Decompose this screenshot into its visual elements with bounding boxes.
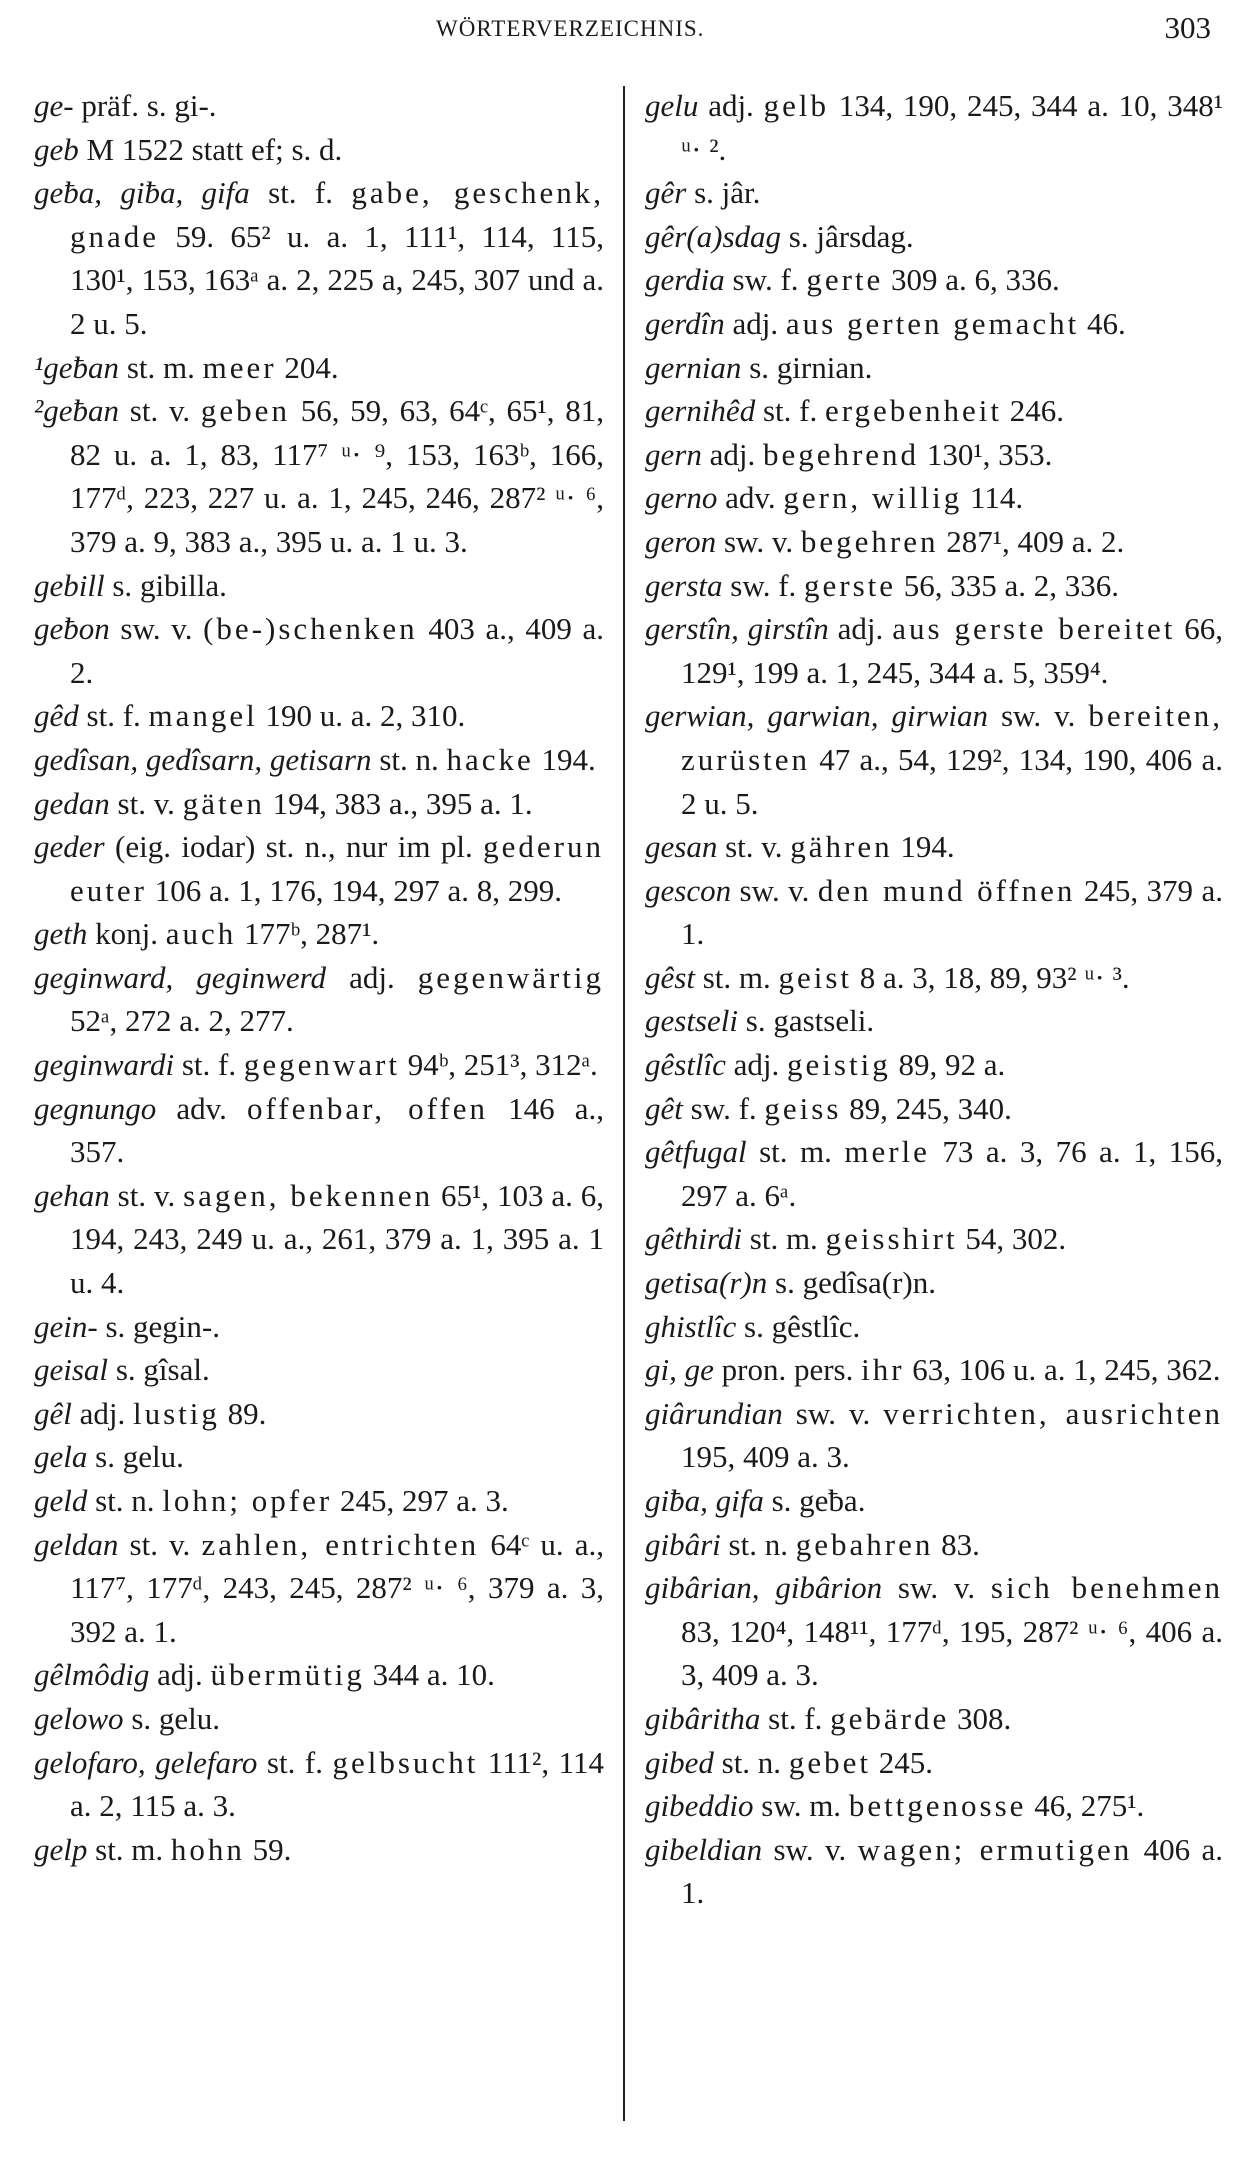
- references: gastseli.: [773, 1003, 875, 1039]
- grammar-label: sw. v.: [1000, 698, 1076, 734]
- headword: gerwian, garwian, girwian: [645, 698, 988, 734]
- headword: gêd: [34, 698, 79, 734]
- headword: geth: [34, 916, 88, 952]
- grammar-label: st. f.: [266, 1744, 323, 1780]
- dictionary-entry: [34, 694, 604, 738]
- dictionary-entry: [34, 1828, 604, 1872]
- references: 245, 379 a. 1.: [681, 872, 1224, 952]
- references: 94ᵇ, 251³, 312ᵃ.: [407, 1047, 598, 1083]
- grammar-label: sw. v.: [897, 1570, 976, 1606]
- dictionary-entry: [645, 84, 1223, 171]
- definition: gäten: [182, 785, 265, 821]
- definition: gebärde: [830, 1700, 950, 1736]
- grammar-label: s.: [745, 1003, 766, 1039]
- grammar-label: sw. f.: [732, 262, 799, 298]
- grammar-label: s.: [115, 1352, 136, 1388]
- grammar-label: st. m.: [749, 1221, 818, 1257]
- dictionary-entry: [645, 694, 1223, 825]
- headword: gern: [645, 436, 702, 472]
- grammar-label: sw. v.: [773, 1831, 847, 1867]
- dictionary-entry: [645, 433, 1223, 477]
- references: 245.: [878, 1744, 933, 1780]
- headword: gibed: [645, 1744, 714, 1780]
- headword: gerdîn: [645, 305, 725, 341]
- dictionary-entry: [645, 1741, 1223, 1785]
- dictionary-entry: [34, 1174, 604, 1305]
- grammar-label: sw. v.: [120, 611, 193, 647]
- references: 89, 245, 340.: [849, 1090, 1012, 1126]
- definition: den mund öffnen: [817, 872, 1076, 908]
- headword: gi, ge: [645, 1352, 714, 1388]
- definition: bereiten, zurüsten: [681, 698, 1223, 777]
- grammar-label: st. v.: [129, 393, 191, 429]
- headword: ghistlîc: [645, 1308, 737, 1344]
- references: 56, 59, 63, 64ᶜ, 65¹, 81, 82 u. a. 1, 83, 117⁷ ᵘ· ⁹, 153, 163ᵇ, 166, 177ᵈ, 223, 227 u. a. 1, 245, 246, 287² ᵘ· ⁶, 379 a. 9, 383 a., 395 u. a. 1 u. 3.: [70, 393, 605, 559]
- headword: ¹geƀan: [34, 349, 120, 385]
- references: 47 a., 54, 129², 134, 190, 406 a. 2 u. 5.: [681, 741, 1224, 821]
- dictionary-entry: [645, 1217, 1223, 1261]
- grammar-label: st. n.: [721, 1744, 782, 1780]
- headword: gibâri: [645, 1526, 721, 1562]
- dictionary-entry: [645, 1523, 1223, 1567]
- dictionary-entry: [645, 346, 1223, 390]
- dictionary-entry: [645, 1087, 1223, 1131]
- dictionary-entry: [34, 564, 604, 608]
- definition: gelbsucht: [332, 1744, 479, 1780]
- headword: geder: [34, 829, 105, 865]
- headword: gersta: [645, 567, 723, 603]
- references: 204.: [284, 349, 339, 385]
- dictionary-entry: [645, 258, 1223, 302]
- headword: gernian: [645, 349, 742, 385]
- definition: gegenwärtig: [417, 959, 605, 995]
- references: 344 a. 10.: [372, 1657, 495, 1693]
- headword: gedîsan, gedîsarn, getisarn: [34, 741, 372, 777]
- definition: aus gerten gemacht: [785, 305, 1080, 341]
- headword: gehan: [34, 1177, 110, 1213]
- grammar-label: (eig. iodar) st. n., nur im pl.: [115, 829, 473, 865]
- grammar-label: präf. s.: [81, 88, 167, 123]
- references: 190 u. a. 2, 310.: [265, 698, 466, 734]
- definition: gähren: [790, 829, 893, 865]
- references: 63, 106 u. a. 1, 245, 362.: [912, 1352, 1221, 1388]
- grammar-label: st. v.: [725, 829, 783, 865]
- grammar-label: s.: [95, 1439, 115, 1475]
- headword: gêst: [645, 959, 695, 995]
- dictionary-entry: [645, 1479, 1223, 1523]
- headword: gêthirdi: [645, 1221, 743, 1257]
- headword: gescon: [645, 872, 732, 908]
- dictionary-entry: [34, 956, 604, 1043]
- definition: gerte: [806, 262, 884, 298]
- grammar-label: sw. m.: [761, 1788, 842, 1824]
- grammar-label: s.: [775, 1265, 795, 1301]
- grammar-label: s.: [694, 175, 714, 211]
- grammar-label: sw. v.: [795, 1395, 871, 1431]
- references: 111², 114 a. 2, 115 a. 3.: [70, 1744, 604, 1824]
- dictionary-entry: [645, 1784, 1223, 1828]
- dictionary-entry: [645, 171, 1223, 215]
- headword: giârundian: [645, 1395, 783, 1431]
- headword: gibâritha: [645, 1700, 761, 1736]
- references: 114.: [970, 480, 1024, 516]
- grammar-label: st. n.: [379, 741, 439, 777]
- dictionary-entry: [645, 1348, 1223, 1392]
- references: 403 a., 409 a. 2.: [70, 611, 604, 690]
- references: 59.: [252, 1831, 292, 1867]
- left-column: [34, 84, 604, 1871]
- references: 89, 92 a.: [898, 1047, 1006, 1083]
- definition: wagen; ermutigen: [857, 1831, 1133, 1867]
- grammar-label: adj.: [709, 436, 756, 472]
- references: 65¹, 103 a. 6, 194, 243, 249 u. a., 261, 379 a. 1, 395 a. 1 u. 4.: [70, 1177, 604, 1301]
- grammar-label: s.: [112, 567, 133, 603]
- definition: gebahren: [795, 1526, 934, 1562]
- dictionary-entry: [34, 1523, 604, 1654]
- grammar-label: adj.: [733, 1047, 780, 1083]
- dictionary-entry: [645, 869, 1223, 956]
- headword: gêl: [34, 1395, 72, 1431]
- references: 194.: [900, 829, 955, 865]
- grammar-label: st. v.: [117, 785, 175, 821]
- headword: giƀa, gifa: [645, 1483, 764, 1518]
- references: 194, 383 a., 395 a. 1.: [272, 785, 533, 821]
- definition: gegenwart: [243, 1047, 400, 1083]
- references: 59. 65² u. a. 1, 111¹, 114, 115, 130¹, 153, 163ᵃ a. 2, 225 a, 245, 307 und a. 2 u. 5.: [70, 218, 604, 341]
- headword: gêr(a)sdag: [645, 218, 782, 254]
- definition: gerste: [804, 567, 897, 603]
- definition: aus gerste bereitet: [892, 611, 1176, 647]
- definition: ihr: [861, 1352, 905, 1388]
- definition: gelb: [763, 88, 829, 123]
- grammar-label: st. m.: [126, 349, 195, 385]
- references: jârsdag.: [816, 218, 914, 254]
- definition: bettgenosse: [848, 1788, 1027, 1824]
- page-number: 303: [1164, 10, 1211, 45]
- grammar-label: adj.: [349, 959, 395, 995]
- dictionary-entry: [34, 1043, 604, 1087]
- references: 245, 297 a. 3.: [339, 1483, 509, 1518]
- references: 52ᵃ, 272 a. 2, 277.: [70, 1003, 294, 1039]
- dictionary-entry: [34, 389, 604, 563]
- grammar-label: adj.: [157, 1657, 203, 1693]
- references: 83.: [941, 1526, 980, 1562]
- definition: geiss: [764, 1090, 842, 1126]
- headword: geginwardi: [34, 1047, 175, 1083]
- headword: gestseli: [645, 1003, 738, 1039]
- definition: begehrend: [762, 436, 920, 472]
- headword: gêtfugal: [645, 1134, 747, 1170]
- headword: gelofaro, gelefaro: [34, 1744, 258, 1780]
- headword: gêstlîc: [645, 1047, 726, 1083]
- dictionary-entry: [645, 825, 1223, 869]
- grammar-label: s.: [105, 1308, 126, 1344]
- references: 8 a. 3, 18, 89, 93² ᵘ· ³.: [859, 959, 1130, 995]
- grammar-label: st. f.: [86, 698, 141, 734]
- references: 246.: [1009, 393, 1064, 429]
- grammar-label: s.: [749, 349, 770, 385]
- grammar-label: sw. f.: [690, 1090, 757, 1126]
- grammar-label: st. n.: [95, 1483, 155, 1518]
- dictionary-entry: [645, 956, 1223, 1000]
- definition: begehren: [800, 523, 939, 559]
- headword: geb: [34, 131, 79, 167]
- grammar-label: konj.: [95, 916, 158, 952]
- definition: sagen, bekennen: [183, 1177, 434, 1213]
- dictionary-entry: [34, 1435, 604, 1479]
- running-head: WÖRTERVERZEICHNIS.: [436, 16, 705, 41]
- references: 309 a. 6, 336.: [891, 262, 1060, 298]
- dictionary-entry: [645, 1261, 1223, 1305]
- definition: mangel: [148, 698, 258, 734]
- dictionary-entry: [645, 302, 1223, 346]
- dictionary-entry: [34, 1087, 604, 1174]
- dictionary-entry: [645, 476, 1223, 520]
- definition: gern, willig: [783, 480, 963, 516]
- dictionary-entry: [34, 912, 604, 956]
- references: gi-.: [174, 88, 217, 123]
- headword: geron: [645, 523, 717, 559]
- definition: meer: [202, 349, 277, 385]
- definition: offenbar, offen: [247, 1090, 488, 1126]
- references: ef; s. d.: [251, 131, 343, 167]
- references: gîsal.: [143, 1352, 210, 1388]
- grammar-label: st. f.: [768, 1700, 823, 1736]
- dictionary-entry: [34, 825, 604, 912]
- headword: gêlmôdig: [34, 1657, 150, 1693]
- references: 56, 335 a. 2, 336.: [903, 567, 1120, 603]
- references: gibilla.: [139, 567, 227, 603]
- references: 106 a. 1, 176, 194, 297 a. 8, 299.: [154, 872, 562, 908]
- dictionary-entry: [645, 1697, 1223, 1741]
- references: 146 a., 357.: [70, 1090, 605, 1170]
- references: 287¹, 409 a. 2.: [946, 523, 1125, 559]
- headword: gibârian, gibârion: [645, 1570, 883, 1606]
- headword: geldan: [34, 1526, 119, 1562]
- grammar-label: adv.: [176, 1090, 227, 1126]
- page-header: [0, 8, 1247, 48]
- definition: hohn: [170, 1831, 245, 1867]
- dictionary-entry: [645, 607, 1223, 694]
- definition: verrichten, ausrichten: [883, 1395, 1224, 1431]
- dictionary-entry: [34, 171, 604, 345]
- references: gelu.: [122, 1439, 184, 1475]
- headword: gêr: [645, 175, 687, 211]
- dictionary-entry: [645, 1130, 1223, 1217]
- references: 73 a. 3, 76 a. 1, 156, 297 a. 6ᵃ.: [681, 1134, 1224, 1213]
- headword: gesan: [645, 829, 718, 865]
- headword: gêt: [645, 1090, 683, 1126]
- grammar-label: st. m.: [95, 1831, 164, 1867]
- grammar-label: s.: [131, 1700, 152, 1736]
- references: 130¹, 353.: [926, 436, 1053, 472]
- headword: gela: [34, 1439, 88, 1475]
- references: 66, 129¹, 199 a. 1, 245, 344 a. 5, 359⁴.: [681, 611, 1224, 690]
- references: 194.: [541, 741, 596, 777]
- references: girnian.: [776, 349, 873, 385]
- references: gêstlîc.: [771, 1308, 861, 1344]
- references: 54, 302.: [965, 1221, 1067, 1257]
- dictionary-entry: [645, 1828, 1223, 1915]
- dictionary-entry: [645, 389, 1223, 433]
- definition: gabe, geschenk, gnade: [70, 175, 605, 254]
- grammar-label: st. m.: [759, 1134, 832, 1170]
- grammar-label: st. f.: [268, 175, 333, 211]
- definition: gederun euter: [70, 829, 604, 908]
- headword: gegnungo: [34, 1090, 157, 1126]
- grammar-label: s.: [788, 218, 809, 254]
- headword: gelu: [645, 88, 699, 123]
- dictionary-entry: [645, 564, 1223, 608]
- headword: geisal: [34, 1352, 109, 1388]
- references: gegin-.: [133, 1308, 220, 1344]
- references: 46, 275¹.: [1034, 1788, 1145, 1824]
- dictionary-entry: [645, 1392, 1223, 1479]
- headword: gernihêd: [645, 393, 756, 429]
- grammar-label: sw. v.: [723, 523, 794, 559]
- headword: getisa(r)n: [645, 1265, 768, 1301]
- grammar-label: st. v.: [117, 1177, 176, 1213]
- definition: übermütig: [210, 1657, 365, 1693]
- headword: gelp: [34, 1831, 88, 1867]
- definition: ergebenheit: [824, 393, 1002, 429]
- dictionary-entry: [645, 1305, 1223, 1349]
- dictionary-entry: [34, 128, 604, 172]
- definition: geben: [200, 393, 290, 429]
- headword: geginward, geginwerd: [34, 959, 327, 995]
- grammar-label: adj.: [837, 611, 884, 647]
- dictionary-entry: [34, 84, 604, 128]
- headword: gedan: [34, 785, 110, 821]
- grammar-label: adj.: [708, 88, 754, 123]
- headword: gerstîn, girstîn: [645, 611, 829, 647]
- dictionary-entry: [34, 1392, 604, 1436]
- references: 177ᵇ, 287¹.: [244, 916, 380, 952]
- dictionary-entry: [34, 1653, 604, 1697]
- dictionary-entry: [34, 1479, 604, 1523]
- references: gelu.: [158, 1700, 221, 1736]
- dictionary-entry: [645, 1566, 1223, 1697]
- grammar-label: st. m.: [702, 959, 771, 995]
- grammar-label: adv.: [725, 480, 776, 516]
- references: 46.: [1086, 305, 1126, 341]
- headword: gelowo: [34, 1700, 124, 1736]
- references: 134, 190, 245, 344 a. 10, 348¹ ᵘ· ².: [681, 88, 1223, 167]
- references: gedîsa(r)n.: [802, 1265, 937, 1301]
- references: 89.: [227, 1395, 267, 1431]
- grammar-label: pron. pers.: [721, 1352, 854, 1388]
- dictionary-entry: [645, 215, 1223, 259]
- dictionary-entry: [34, 1697, 604, 1741]
- dictionary-entry: [34, 346, 604, 390]
- references: 64ᶜ u. a., 117⁷, 177ᵈ, 243, 245, 287² ᵘ· ⁶, 379 a. 3, 392 a. 1.: [70, 1526, 605, 1649]
- references: jâr.: [721, 175, 761, 211]
- grammar-label: M 1522 statt: [86, 131, 244, 167]
- references: 195, 409 a. 3.: [681, 1439, 850, 1475]
- definition: sich benehmen: [990, 1570, 1223, 1606]
- dictionary-entry: [34, 1741, 604, 1828]
- headword: gebill: [34, 567, 105, 603]
- dictionary-entry: [645, 999, 1223, 1043]
- definition: geist: [778, 959, 853, 995]
- definition: merle: [844, 1134, 930, 1170]
- grammar-label: s.: [744, 1308, 764, 1344]
- headword: gein-: [34, 1308, 98, 1344]
- column-divider: [623, 86, 625, 2121]
- grammar-label: st. v.: [129, 1526, 191, 1562]
- grammar-label: adj.: [732, 305, 779, 341]
- references: 406 a. 1.: [681, 1831, 1224, 1911]
- headword: geƀa, giƀa, gifa: [34, 175, 250, 211]
- dictionary-entry: [34, 738, 604, 782]
- definition: gebet: [788, 1744, 871, 1780]
- dictionary-entry: [645, 1043, 1223, 1087]
- right-column: [645, 84, 1223, 1915]
- definition: lohn; opfer: [162, 1483, 333, 1518]
- dictionary-entry: [34, 1348, 604, 1392]
- grammar-label: s.: [771, 1483, 792, 1518]
- headword: ge-: [34, 88, 74, 123]
- headword: geld: [34, 1483, 88, 1518]
- definition: geistig: [787, 1047, 891, 1083]
- headword: gibeldian: [645, 1831, 763, 1867]
- definition: lustig: [133, 1395, 220, 1431]
- dictionary-entry: [34, 782, 604, 826]
- headword: gerno: [645, 480, 718, 516]
- grammar-label: sw. v.: [739, 872, 810, 908]
- grammar-label: sw. f.: [730, 567, 797, 603]
- definition: auch: [165, 916, 237, 952]
- dictionary-entry: [645, 520, 1223, 564]
- headword: gibeddio: [645, 1788, 754, 1824]
- definition: hacke: [446, 741, 534, 777]
- references: 308.: [957, 1700, 1012, 1736]
- grammar-label: adj.: [79, 1395, 126, 1431]
- references: geƀa.: [799, 1483, 866, 1518]
- dictionary-entry: [34, 1305, 604, 1349]
- grammar-label: st. f.: [762, 393, 818, 429]
- grammar-label: st. n.: [728, 1526, 788, 1562]
- dictionary-entry: [34, 607, 604, 694]
- definition: zahlen, entrichten: [201, 1526, 480, 1562]
- definition: geisshirt: [825, 1221, 958, 1257]
- headword: ²geƀan: [34, 393, 120, 429]
- references: 83, 120⁴, 148¹¹, 177ᵈ, 195, 287² ᵘ· ⁶, 406 a. 3, 409 a. 3.: [681, 1613, 1223, 1693]
- headword: gerdia: [645, 262, 725, 298]
- headword: geƀon: [34, 611, 110, 647]
- grammar-label: st. f.: [181, 1047, 237, 1083]
- definition: (be-)schenken: [203, 611, 418, 647]
